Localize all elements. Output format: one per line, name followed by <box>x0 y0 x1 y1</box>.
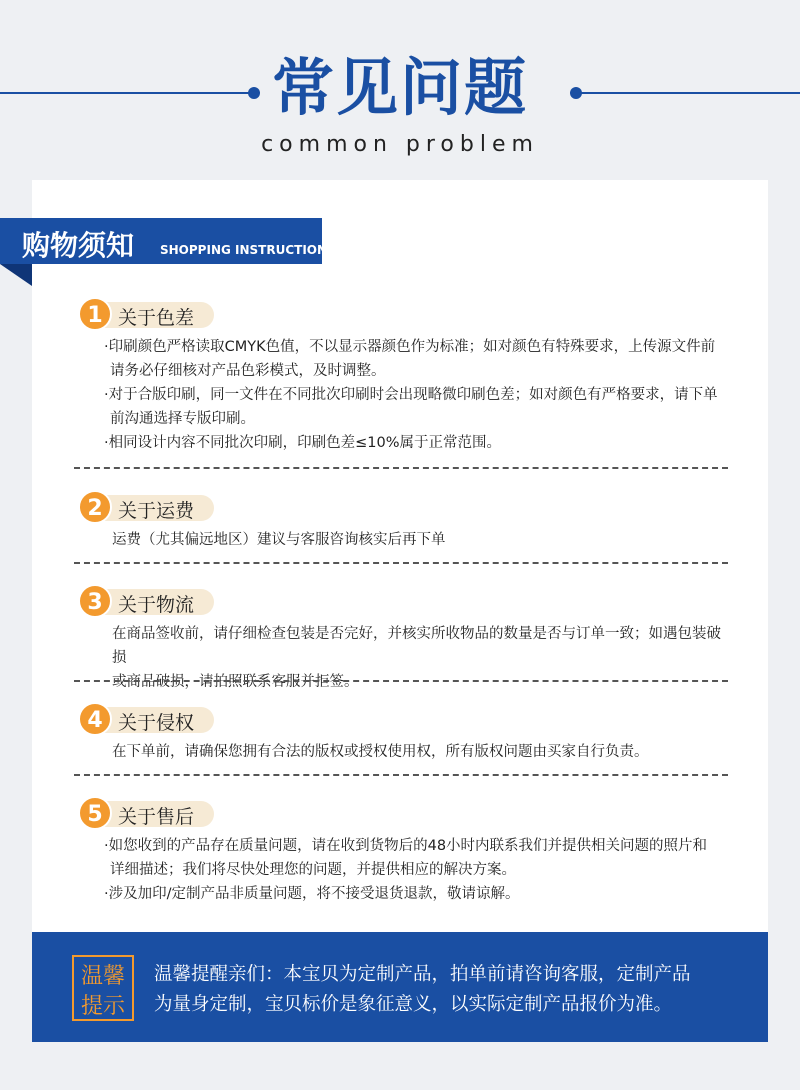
section-divider <box>74 774 728 776</box>
section-line: 在下单前，请确保您拥有合法的版权或授权使用权，所有版权问题由买家自行负责。 <box>112 744 649 760</box>
section-line: ·印刷颜色严格读取CMYK色值，不以显示器颜色作为标准；如对颜色有特殊要求，上传源文件前 <box>104 339 716 355</box>
ribbon-fold <box>0 264 32 286</box>
ribbon-subtitle: SHOPPING INSTRUCTIONS <box>160 243 336 257</box>
section-header <box>78 584 728 618</box>
notice-badge-line2: 提示 <box>80 994 125 1019</box>
section-logistics <box>78 584 728 694</box>
section-line: ·如您收到的产品存在质量问题，请在收到货物后的48小时内联系我们并提供相关问题的照片和 <box>104 838 708 854</box>
section-after-sales <box>78 796 728 906</box>
section-body <box>78 834 728 906</box>
section-number: 5 <box>78 796 112 830</box>
section-line: ·相同设计内容不同批次印刷，印刷色差≤10%属于正常范围。 <box>104 435 501 451</box>
notice-text-line2: 为量身定制，宝贝标价是象征意义，以实际定制产品报价为准。 <box>154 994 673 1015</box>
section-number: 3 <box>78 584 112 618</box>
section-line: 在商品签收前，请仔细检查包装是否完好，并核实所收物品的数量是否与订单一致；如遇包装破损 <box>112 626 721 666</box>
page-title: 常见问题 <box>271 51 528 124</box>
section-line: 详细描述；我们将尽快处理您的问题，并提供相应的解决方案。 <box>110 862 516 878</box>
section-line: 或商品破损，请拍照联系客服并拒签。 <box>112 674 359 690</box>
ribbon-title: 购物须知 <box>22 229 135 262</box>
notice-text-line1: 温馨提醒亲们：本宝贝为定制产品，拍单前请咨询客服，定制产品 <box>154 964 691 985</box>
section-header <box>78 796 728 830</box>
section-divider <box>74 467 728 469</box>
section-color-difference <box>78 297 728 455</box>
section-body <box>78 335 728 455</box>
section-body <box>78 622 728 694</box>
notice-badge <box>72 955 134 1021</box>
section-body <box>78 740 728 764</box>
notice-text <box>154 960 754 1020</box>
section-line: ·涉及加印/定制产品非质量问题，将不接受退货退款，敬请谅解。 <box>104 886 520 902</box>
section-title: 关于色差 <box>118 307 195 329</box>
section-title: 关于售后 <box>118 806 195 828</box>
section-header <box>78 297 728 331</box>
section-header <box>78 490 728 524</box>
section-infringement <box>78 702 728 764</box>
section-shipping-fee <box>78 490 728 552</box>
section-number: 1 <box>78 297 112 331</box>
section-title: 关于物流 <box>118 594 195 616</box>
page-subtitle: common problem <box>261 132 539 157</box>
section-divider <box>74 562 728 564</box>
section-title: 关于运费 <box>118 500 195 522</box>
section-divider <box>74 680 728 682</box>
section-line: ·对于合版印刷，同一文件在不同批次印刷时会出现略微印刷色差；如对颜色有严格要求，请下单 <box>104 387 718 403</box>
section-body <box>78 528 728 552</box>
section-line: 请务必仔细核对产品色彩模式，及时调整。 <box>110 363 386 379</box>
section-number: 4 <box>78 702 112 736</box>
section-header <box>78 702 728 736</box>
section-line: 前沟通选择专版印刷。 <box>110 411 255 427</box>
section-line: 运费（尤其偏远地区）建议与客服咨询核实后再下单 <box>112 532 446 548</box>
notice-badge-line1: 温馨 <box>80 964 125 989</box>
section-number: 2 <box>78 490 112 524</box>
section-title: 关于侵权 <box>118 712 195 734</box>
